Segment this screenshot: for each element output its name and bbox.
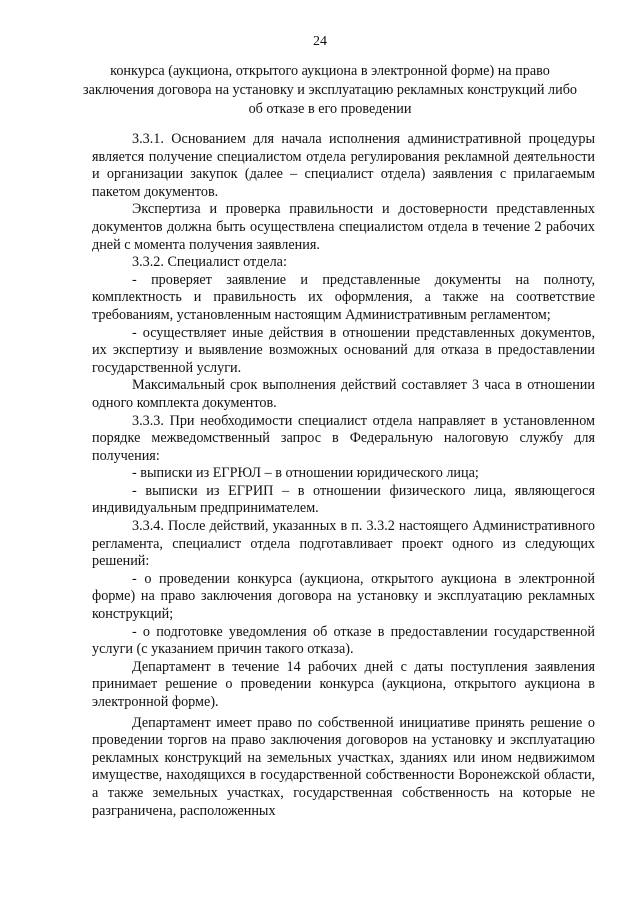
paragraph-3-3-3: 3.3.3. При необходимости специалист отдела направляет в установленном порядке межведомственный запрос в Федеральную налоговую службу для получения: xyxy=(92,412,595,464)
list-item-egrip: - выписки из ЕГРИП – в отношении физического лица, являющегося индивидуальным предпринимателем. xyxy=(92,482,595,517)
page-number: 24 xyxy=(313,34,327,49)
list-item-egrul: - выписки из ЕГРЮЛ – в отношении юридического лица; xyxy=(132,465,479,482)
paragraph-3-3-1: 3.3.1. Основанием для начала исполнения административной процедуры является получение специалистом отдела регулирования рекламной деятельности и организации закупок (далее – специалист отдела) заявления с прилагаемым пакетом документов. xyxy=(92,131,595,200)
paragraph-department-14-days: Департамент в течение 14 рабочих дней с даты поступления заявления принимает решение о проведении конкурса (аукциона, открытого аукциона в электронной форме). xyxy=(92,658,595,710)
list-item-check-documents: - проверяет заявление и представленные документы на полноту, комплектность и правильность их оформления, а также на соответствие требованиям, установленным настоящим Административным регламентом; xyxy=(92,271,595,323)
paragraph-3-3-2: 3.3.2. Специалист отдела: xyxy=(132,254,287,271)
paragraph-3-3-4: 3.3.4. После действий, указанных в п. 3.3.2 настоящего Административного регламента, специалист отдела подготавливает проект одного из следующих решений: xyxy=(92,518,595,570)
list-item-refusal-notice: - о подготовке уведомления об отказе в предоставлении государственной услуги (с указанием причин такого отказа). xyxy=(92,623,595,658)
section-heading: конкурса (аукциона, открытого аукциона в электронной форме) на право заключения договора на установку и эксплуатацию рекламных конструкций либо об отказе в его проведении xyxy=(82,63,578,117)
list-item-contest-decision: - о проведении конкурса (аукциона, открытого аукциона в электронной форме) на право заключения договора на установку и эксплуатацию рекламных конструкций; xyxy=(92,570,595,623)
paragraph-max-time: Максимальный срок выполнения действий составляет 3 часа в отношении одного комплекта документов. xyxy=(92,377,595,411)
body-text xyxy=(92,131,595,820)
list-item-other-actions: - осуществляет иные действия в отношении представленных документов, их экспертизу и выявление возможных оснований для отказа в предоставлении государственной услуги. xyxy=(92,324,595,376)
paragraph-department-initiative: Департамент имеет право по собственной инициативе принять решение о проведении торгов на право заключения договоров на установку и эксплуатацию рекламных конструкций на земельных участках, зданиях или ином недвижимом имуществе, находящихся в государственной собственности Воронежской области, а также земельных участках, государственная собственность на которые не разграничена, расположенных xyxy=(92,714,595,819)
paragraph-expertise: Экспертиза и проверка правильности и достоверности представленных документов должна быть осуществлена специалистом отдела в течение 2 рабочих дней с момента получения заявления. xyxy=(92,201,595,253)
